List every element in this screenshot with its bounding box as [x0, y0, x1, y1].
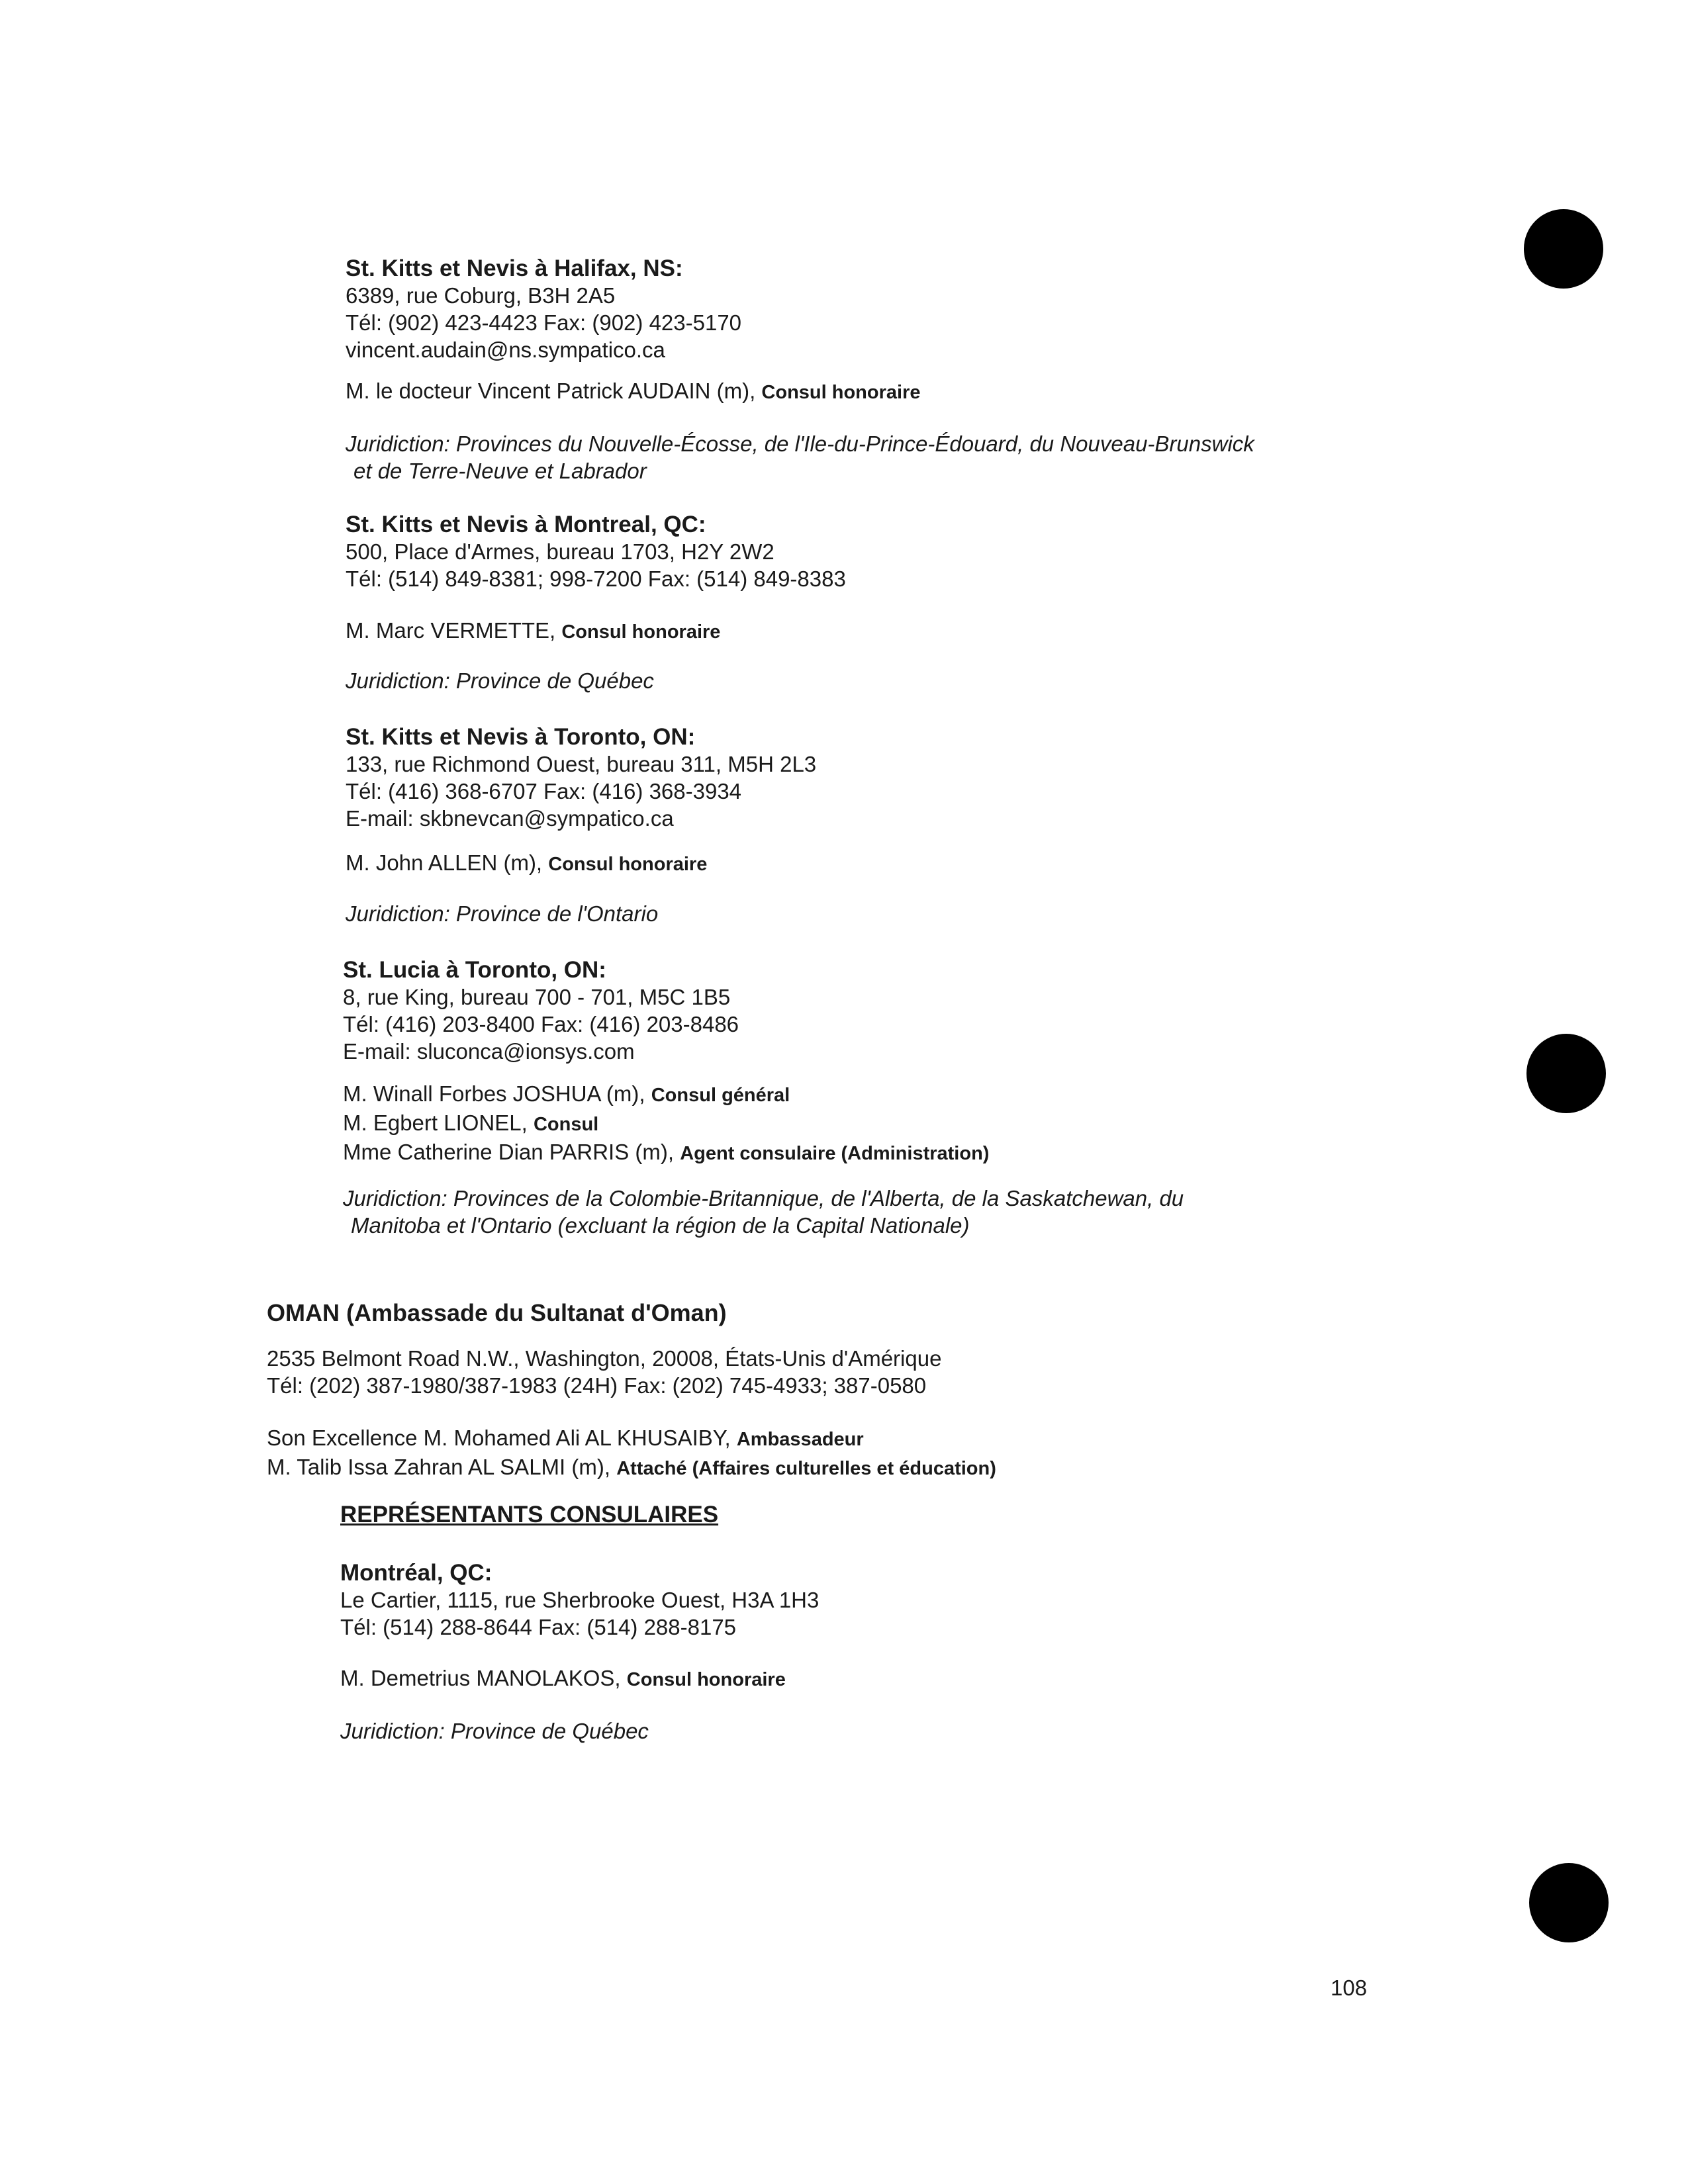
punch-hole-top — [1524, 209, 1603, 289]
person-name: M. Marc VERMETTE, — [346, 618, 562, 643]
entry-address: 8, rue King, bureau 700 - 701, M5C 1B5 — [343, 985, 731, 1009]
person-role: Consul honoraire — [548, 854, 708, 875]
person-line — [343, 1109, 989, 1138]
person-name: M. John ALLEN (m), — [346, 850, 549, 875]
entry-address: 6389, rue Coburg, B3H 2A5 — [346, 283, 616, 308]
punch-hole-bottom — [1529, 1863, 1609, 1942]
entry-heading: Montréal, QC: — [340, 1560, 492, 1586]
entry-halifax — [346, 255, 741, 363]
oman-people — [267, 1424, 996, 1482]
entry-oman-montreal — [340, 1559, 819, 1641]
oman-contact — [267, 1345, 941, 1399]
person-line — [343, 1080, 989, 1109]
person-role: Consul général — [651, 1085, 790, 1106]
jurisdiction — [340, 1717, 649, 1745]
person-role: Consul honoraire — [626, 1669, 786, 1690]
person-line — [340, 1664, 786, 1694]
entry-heading: St. Kitts et Nevis à Toronto, ON: — [346, 724, 696, 750]
person-role: Consul honoraire — [561, 621, 721, 643]
entry-email: E-mail: skbnevcan@sympatico.ca — [346, 806, 674, 831]
person-name: M. Demetrius MANOLAKOS, — [340, 1666, 627, 1690]
jurisdiction-line: et de Terre-Neuve et Labrador — [353, 459, 647, 483]
jurisdiction-line: Manitoba et l'Ontario (excluant la région de la Capital Nationale) — [351, 1213, 970, 1238]
person-name: Mme Catherine Dian PARRIS (m), — [343, 1140, 680, 1164]
entry-st-lucia — [343, 956, 739, 1065]
jurisdiction-line: Juridiction: Provinces du Nouvelle-Écosse, de l'Ile-du-Prince-Édouard, du Nouveau-Brunswick — [346, 432, 1254, 456]
oman-section — [267, 1299, 727, 1326]
people-list — [343, 1080, 989, 1167]
entry-toronto — [346, 723, 816, 832]
jurisdiction — [346, 667, 654, 694]
jurisdiction-line: Juridiction: Provinces de la Colombie-Britannique, de l'Alberta, de la Saskatchewan, du — [343, 1186, 1184, 1210]
person-line — [267, 1424, 996, 1453]
jurisdiction — [343, 1185, 1184, 1239]
jurisdiction — [346, 430, 1254, 484]
oman-address: 2535 Belmont Road N.W., Washington, 20008, États-Unis d'Amérique — [267, 1346, 942, 1371]
entry-phone: Tél: (416) 203-8400 Fax: (416) 203-8486 — [343, 1012, 739, 1036]
entry-email: vincent.audain@ns.sympatico.ca — [346, 338, 665, 362]
consular-heading-text: REPRÉSENTANTS CONSULAIRES — [340, 1502, 719, 1527]
jurisdiction-line: Juridiction: Province de Québec — [346, 668, 654, 693]
person-line — [346, 617, 720, 646]
person-line — [267, 1453, 996, 1482]
person-role: Consul honoraire — [761, 382, 921, 403]
person-name: M. Talib Issa Zahran AL SALMI (m), — [267, 1455, 617, 1479]
person-role: Ambassadeur — [736, 1429, 864, 1450]
person-role: Consul — [533, 1114, 599, 1135]
person-name: M. le docteur Vincent Patrick AUDAIN (m), — [346, 379, 762, 403]
person-name: M. Egbert LIONEL, — [343, 1111, 534, 1135]
entry-phone: Tél: (416) 368-6707 Fax: (416) 368-3934 — [346, 779, 742, 803]
entry-address: 133, rue Richmond Ouest, bureau 311, M5H 2L3 — [346, 752, 817, 776]
oman-phone: Tél: (202) 387-1980/387-1983 (24H) Fax: (202) 745-4933; 387-0580 — [267, 1373, 927, 1398]
punch-hole-middle — [1526, 1034, 1606, 1113]
person-name: M. Winall Forbes JOSHUA (m), — [343, 1081, 651, 1106]
entry-montreal — [346, 511, 846, 592]
consular-heading — [340, 1501, 718, 1528]
person-role: Attaché (Affaires culturelles et éducation) — [616, 1458, 996, 1479]
person-name: Son Excellence M. Mohamed Ali AL KHUSAIBY, — [267, 1426, 737, 1450]
entry-address: Le Cartier, 1115, rue Sherbrooke Ouest, H3A 1H3 — [340, 1588, 820, 1612]
jurisdiction-line: Juridiction: Province de Québec — [340, 1719, 649, 1743]
person-line — [346, 377, 921, 406]
entry-email: E-mail: sluconca@ionsys.com — [343, 1039, 635, 1064]
entry-phone: Tél: (902) 423-4423 Fax: (902) 423-5170 — [346, 310, 742, 335]
entry-heading: St. Lucia à Toronto, ON: — [343, 957, 606, 983]
jurisdiction — [346, 900, 658, 927]
person-line — [346, 849, 707, 878]
person-line — [343, 1138, 989, 1167]
person-role: Agent consulaire (Administration) — [680, 1143, 990, 1164]
entry-phone: Tél: (514) 288-8644 Fax: (514) 288-8175 — [340, 1615, 737, 1639]
jurisdiction-line: Juridiction: Province de l'Ontario — [346, 901, 659, 926]
oman-title: OMAN (Ambassade du Sultanat d'Oman) — [267, 1299, 727, 1326]
page-number: 108 — [1331, 1976, 1368, 2000]
entry-address: 500, Place d'Armes, bureau 1703, H2Y 2W2 — [346, 539, 774, 564]
entry-phone: Tél: (514) 849-8381; 998-7200 Fax: (514) 849-8383 — [346, 567, 846, 591]
entry-heading: St. Kitts et Nevis à Montreal, QC: — [346, 512, 706, 537]
entry-heading: St. Kitts et Nevis à Halifax, NS: — [346, 255, 683, 281]
